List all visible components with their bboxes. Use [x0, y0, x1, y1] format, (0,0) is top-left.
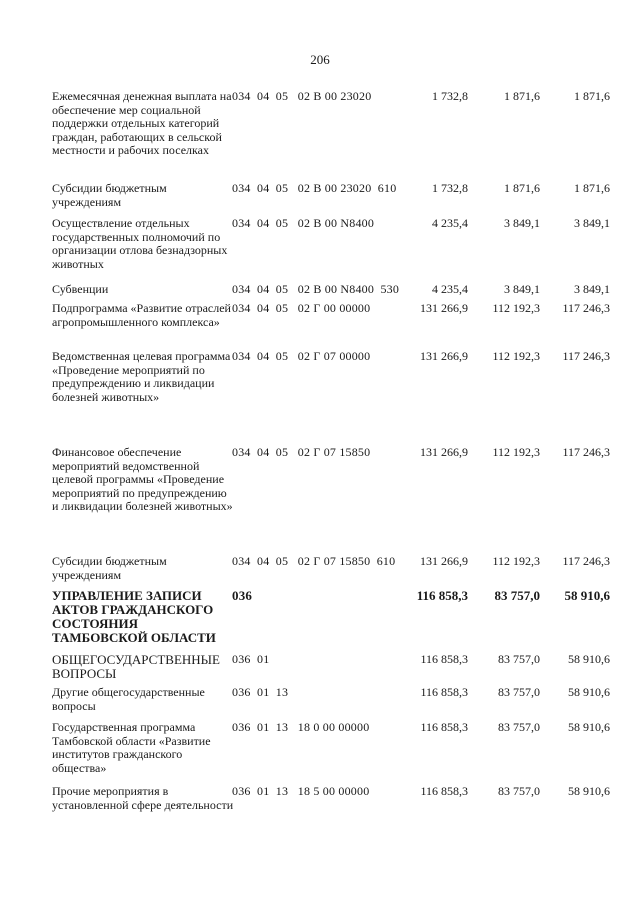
row-value-1: 116 858,3 [420, 685, 468, 699]
row-name: Государственная программа Тамбовской области «Развитие институтов гражданского общества» [52, 720, 211, 775]
row-value-3: 58 910,6 [568, 784, 610, 798]
row-code: 034 04 05 02 Г 07 15850 [232, 445, 371, 459]
row-code: 034 04 05 02 Г 07 00000 [232, 349, 371, 363]
row-value-2: 83 757,0 [498, 784, 540, 798]
row-value-3: 58 910,6 [568, 720, 610, 734]
row-value-2: 112 192,3 [492, 349, 540, 363]
row-value-1: 116 858,3 [420, 652, 468, 666]
row-value-3: 3 849,1 [574, 282, 610, 296]
row-value-2: 3 849,1 [504, 282, 540, 296]
row-value-2: 3 849,1 [504, 216, 540, 230]
row-value-2: 1 871,6 [504, 181, 540, 195]
row-name: Осуществление отдельных государственных полномочий по организации отлова безнадзорных животных [52, 216, 228, 271]
row-value-1: 1 732,8 [432, 181, 468, 195]
row-value-1: 131 266,9 [420, 554, 468, 568]
row-name: Ведомственная целевая программа «Проведение мероприятий по предупреждению и ликвидации болезней животных» [52, 349, 231, 404]
row-code: 034 04 05 02 В 00 N8400 530 [232, 282, 400, 296]
row-name: Субсидии бюджетным учреждениям [52, 181, 167, 209]
row-value-3: 117 246,3 [562, 445, 610, 459]
row-value-2: 83 757,0 [498, 720, 540, 734]
row-value-1: 116 858,3 [420, 784, 468, 798]
row-code: 034 04 05 02 Г 07 15850 610 [232, 554, 396, 568]
row-code: 034 04 05 02 В 00 23020 [232, 89, 372, 103]
row-code: 036 01 [232, 652, 270, 666]
row-value-1: 1 732,8 [432, 89, 468, 103]
row-value-1: 131 266,9 [420, 445, 468, 459]
row-code: 034 04 05 02 Г 00 00000 [232, 301, 371, 315]
row-value-1: 4 235,4 [432, 216, 468, 230]
row-value-3: 3 849,1 [574, 216, 610, 230]
row-value-3: 58 910,6 [568, 652, 610, 666]
row-code: 036 [232, 588, 253, 603]
row-name: ОБЩЕГОСУДАРСТВЕННЫЕ ВОПРОСЫ [52, 652, 220, 681]
row-value-1: 131 266,9 [420, 349, 468, 363]
row-value-3: 58 910,6 [564, 588, 610, 603]
row-value-1: 4 235,4 [432, 282, 468, 296]
row-value-3: 117 246,3 [562, 349, 610, 363]
row-name: Подпрограмма «Развитие отраслей агропромышленного комплекса» [52, 301, 231, 329]
row-value-3: 58 910,6 [568, 685, 610, 699]
page-number: 206 [310, 52, 330, 67]
row-name: Субвенции [52, 282, 109, 296]
row-value-3: 1 871,6 [574, 181, 610, 195]
row-value-1: 131 266,9 [420, 301, 468, 315]
row-name: УПРАВЛЕНИЕ ЗАПИСИ АКТОВ ГРАЖДАНСКОГО СОСТОЯНИЯ ТАМБОВСКОЙ ОБЛАСТИ [52, 588, 216, 645]
row-code: 036 01 13 18 0 00 00000 [232, 720, 370, 734]
row-value-2: 1 871,6 [504, 89, 540, 103]
row-value-1: 116 858,3 [416, 588, 468, 603]
row-name: Другие общегосударственные вопросы [52, 685, 205, 713]
row-value-3: 117 246,3 [562, 301, 610, 315]
row-name: Субсидии бюджетным учреждениям [52, 554, 167, 582]
row-value-2: 83 757,0 [498, 652, 540, 666]
row-code: 034 04 05 02 В 00 23020 610 [232, 181, 397, 195]
row-code: 036 01 13 18 5 00 00000 [232, 784, 370, 798]
row-value-1: 116 858,3 [420, 720, 468, 734]
row-code: 036 01 13 [232, 685, 289, 699]
row-name: Финансовое обеспечение мероприятий ведомственной целевой программы «Проведение мероприятий по предупреждению и ликвидации болезней животных» [52, 445, 233, 513]
row-value-2: 112 192,3 [492, 301, 540, 315]
row-value-2: 112 192,3 [492, 554, 540, 568]
row-name: Прочие мероприятия в установленной сфере деятельности [52, 784, 234, 812]
row-value-3: 1 871,6 [574, 89, 610, 103]
row-value-2: 83 757,0 [498, 685, 540, 699]
row-value-2: 83 757,0 [494, 588, 540, 603]
row-name: Ежемесячная денежная выплата на обеспечение мер социальной поддержки отдельных категорий граждан, работающих в сельской местности и рабочих поселках [52, 89, 232, 157]
row-code: 034 04 05 02 В 00 N8400 [232, 216, 375, 230]
row-value-3: 117 246,3 [562, 554, 610, 568]
row-value-2: 112 192,3 [492, 445, 540, 459]
